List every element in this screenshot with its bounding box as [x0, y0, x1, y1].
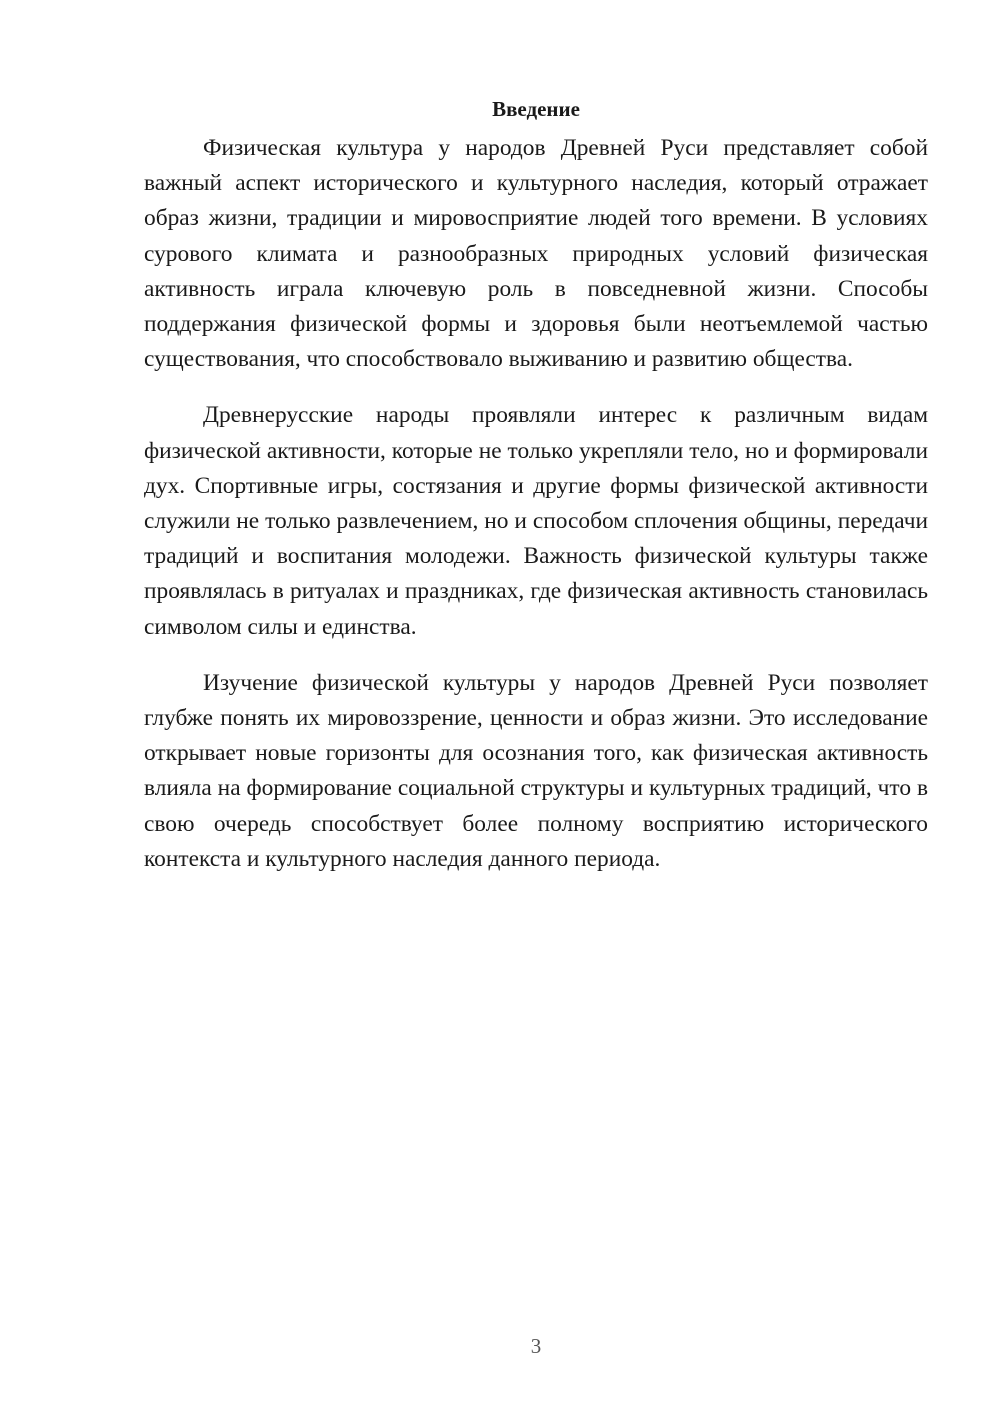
- page-number: 3: [530, 1334, 542, 1358]
- paragraph-2: Древнерусские народы проявляли интерес к различным видам физической активности, которые не только укрепляли тело, но и формировали дух. Спортивные игры, состязания и другие формы физической активности служили не только развлечением, но и способом сплочения общины, передачи традиций и воспитания молодежи. Важность физической культуры также проявлялась в ритуалах и праздниках, где физическая активность становилась символом силы и единства.: [144, 402, 928, 640]
- section-title: Введение: [492, 97, 580, 121]
- paragraph-3: Изучение физической культуры у народов Древней Руси позволяет глубже понять их мировоззрение, ценности и образ жизни. Это исследование открывает новые горизонты для осознания того, как физическая активность влияла на формирование социальной структуры и культурных традиций, что в свою очередь способствует более полному восприятию исторического контекста и культурного наследия данного периода.: [144, 669, 928, 872]
- paragraph-1: Физическая культура у народов Древней Руси представляет собой важный аспект исторического и культурного наследия, который отражает образ жизни, традиции и мировосприятие людей того времени. В условиях сурового климата и разнообразных природных условий физическая активность играла ключевую роль в повседневной жизни. Способы поддержания физической формы и здоровья были неотъемлемой частью существования, что способствовало выживанию и развитию общества.: [144, 135, 928, 373]
- page-content: [144, 92, 928, 898]
